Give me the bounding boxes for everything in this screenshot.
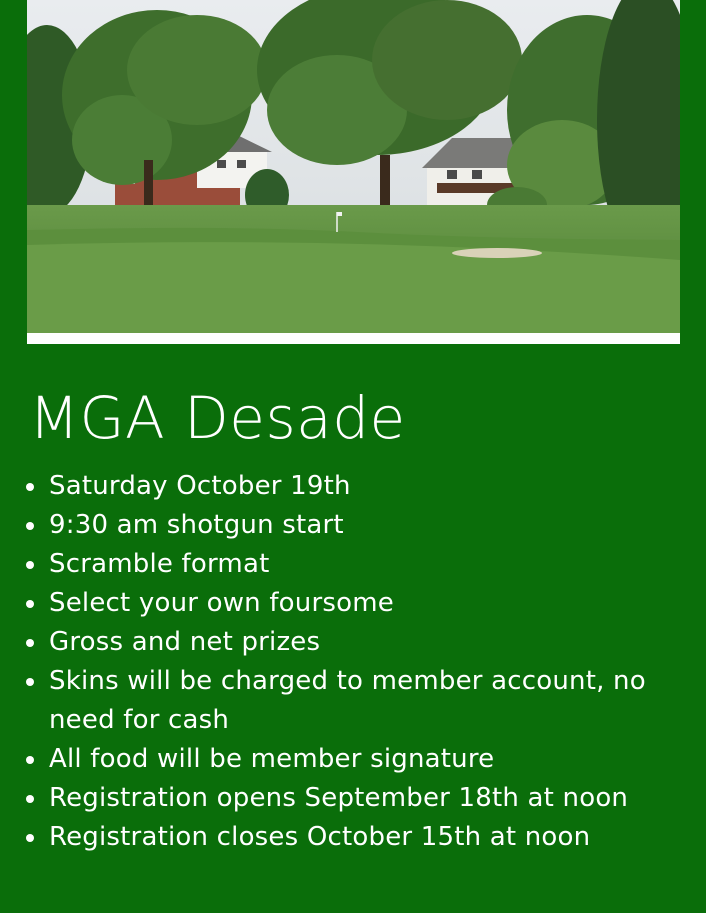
bullet-icon (26, 639, 34, 647)
list-item: Skins will be charged to member account, no need for cash (22, 662, 662, 740)
list-item: Gross and net prizes (22, 623, 662, 662)
list-item: Saturday October 19th (22, 467, 662, 506)
list-item: Registration closes October 15th at noon (22, 818, 662, 857)
bullet-icon (26, 483, 34, 491)
list-item: All food will be member signature (22, 740, 662, 779)
hero-photo-frame (27, 0, 680, 344)
bullet-icon (26, 600, 34, 608)
bullet-icon (26, 522, 34, 530)
sand-bunker (452, 248, 542, 258)
bullet-icon (26, 756, 34, 764)
bullet-icon (26, 795, 34, 803)
event-details-list (22, 467, 662, 857)
list-item: 9:30 am shotgun start (22, 506, 662, 545)
golf-course-photo (27, 0, 680, 333)
list-item: Registration opens September 18th at noon (22, 779, 662, 818)
event-title: MGA Desade (29, 384, 406, 452)
bullet-icon (26, 678, 34, 686)
bullet-icon (26, 834, 34, 842)
list-item: Select your own foursome (22, 584, 662, 623)
bullet-icon (26, 561, 34, 569)
list-item: Scramble format (22, 545, 662, 584)
